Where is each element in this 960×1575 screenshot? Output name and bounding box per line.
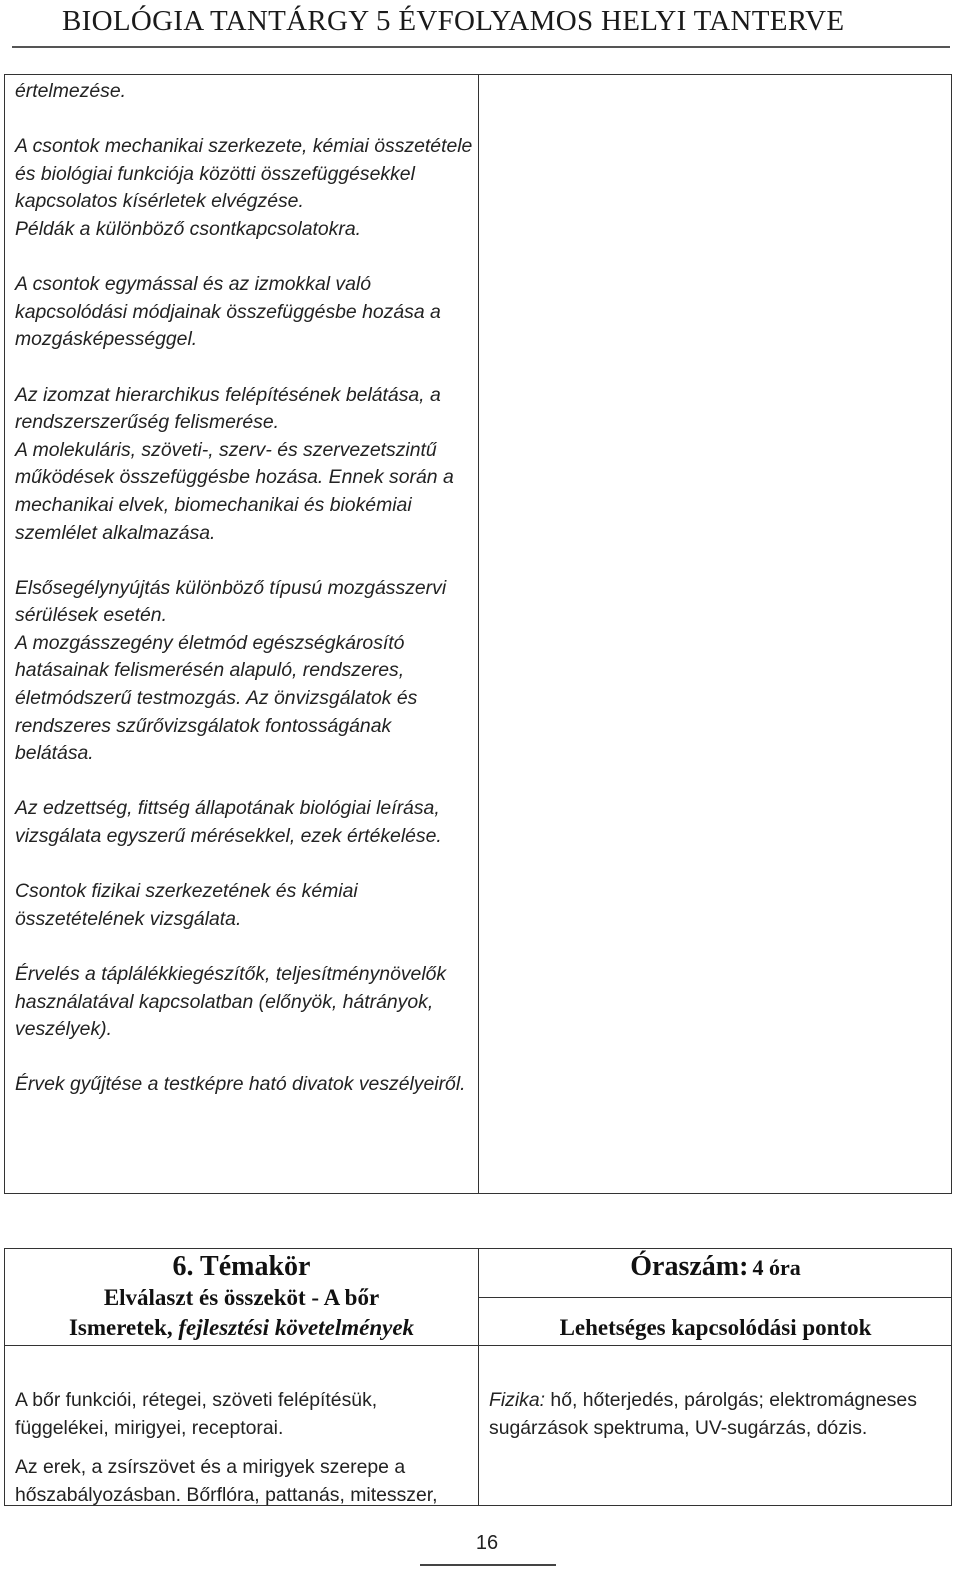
left-heading-italic-part: fejlesztési követelmények xyxy=(178,1315,415,1340)
paragraph xyxy=(489,1387,949,1442)
requirements-cell xyxy=(15,78,475,1099)
paragraph: Csontok fizikai szerkezetének és kémiai összetételének vizsgálata. xyxy=(15,880,358,930)
topic-table xyxy=(4,1248,952,1506)
hours-row-divider xyxy=(478,1297,951,1298)
document-title: BIOLÓGIA TANTÁRGY 5 ÉVFOLYAMOS HELYI TANTERVE xyxy=(62,5,845,37)
paragraph: Az izomzat hierarchikus felépítésének belátása, a rendszerszerűség felismerése. xyxy=(15,383,441,434)
paragraph: Érvek gyűjtése a testképre ható divatok veszélyeiről. xyxy=(15,1073,466,1096)
paragraph: értelmezése. xyxy=(15,80,127,102)
topic-title: Elválaszt és összeköt - A bőr xyxy=(103,1285,380,1310)
column-divider xyxy=(478,1249,479,1505)
paragraph: Az erek, a zsírszövet és a mirigyek szerepe a hőszabályozásban. Bőrflóra, pattanás, mitesszer, xyxy=(15,1456,438,1506)
footer-rule xyxy=(420,1564,556,1566)
paragraph: A mozgásszegény életmód egészségkárosító hatásainak felismerésén alapuló, rendszeres, életmódszerű testmozgás. Az önvizsgálatok és rendszeres szűrővizsgálatok fontosságának belátása. xyxy=(15,631,418,765)
paragraph: Az edzettség, fittség állapotának biológiai leírása, vizsgálata egyszerű mérésekkel, ezek értékelése. xyxy=(15,797,442,848)
hours-value: 4 óra xyxy=(752,1255,801,1280)
topic-number: 6. Témakör xyxy=(172,1251,311,1282)
content-table-continued xyxy=(4,74,952,1194)
paragraph: Érvelés a táplálékkiegészítők, teljesítménynövelők használatával kapcsolatban (előnyök, hátrányok, veszélyek). xyxy=(15,963,447,1041)
column-divider xyxy=(478,75,479,1193)
left-column-heading xyxy=(5,1315,478,1341)
connections-cell xyxy=(489,1387,949,1442)
page-header xyxy=(12,0,950,48)
subject-label: Fizika: xyxy=(489,1389,546,1411)
page-number: 16 xyxy=(475,1532,499,1554)
paragraph: A bőr funkciói, rétegei, szöveti felépítésük, függelékei, mirigyei, receptorai. xyxy=(15,1389,378,1439)
subject-topics: hő, hőterjedés, párolgás; elektromágneses sugárzások spektruma, UV-sugárzás, dózis. xyxy=(489,1389,917,1439)
header-row-divider xyxy=(5,1345,951,1346)
knowledge-cell xyxy=(15,1387,470,1509)
paragraph: A csontok mechanikai szerkezete, kémiai összetétele és biológiai funkciója közötti összefüggésekkel kapcsolatos kísérletek elvégzése. xyxy=(15,135,473,213)
paragraph: A molekuláris, szöveti-, szerv- és szervezetszintű működések összefüggésbe hozása. Ennek során a mechanikai elvek, biomechanikai és biokémiai szemlélet alkalmazása. xyxy=(15,438,454,544)
hours-cell xyxy=(478,1251,953,1283)
right-column-heading: Lehetséges kapcsolódási pontok xyxy=(559,1315,872,1340)
left-heading-part: Ismeretek, xyxy=(68,1315,173,1340)
paragraph: Elsősegélynyújtás különböző típusú mozgásszervi sérülések esetén. xyxy=(15,576,447,627)
hours-label: Óraszám: xyxy=(630,1251,749,1282)
paragraph: Példák a különböző csontkapcsolatokra. xyxy=(15,217,362,240)
paragraph: A csontok egymással és az izmokkal való kapcsolódási módjainak összefüggésbe hozása a mozgásképességgel. xyxy=(15,273,441,351)
